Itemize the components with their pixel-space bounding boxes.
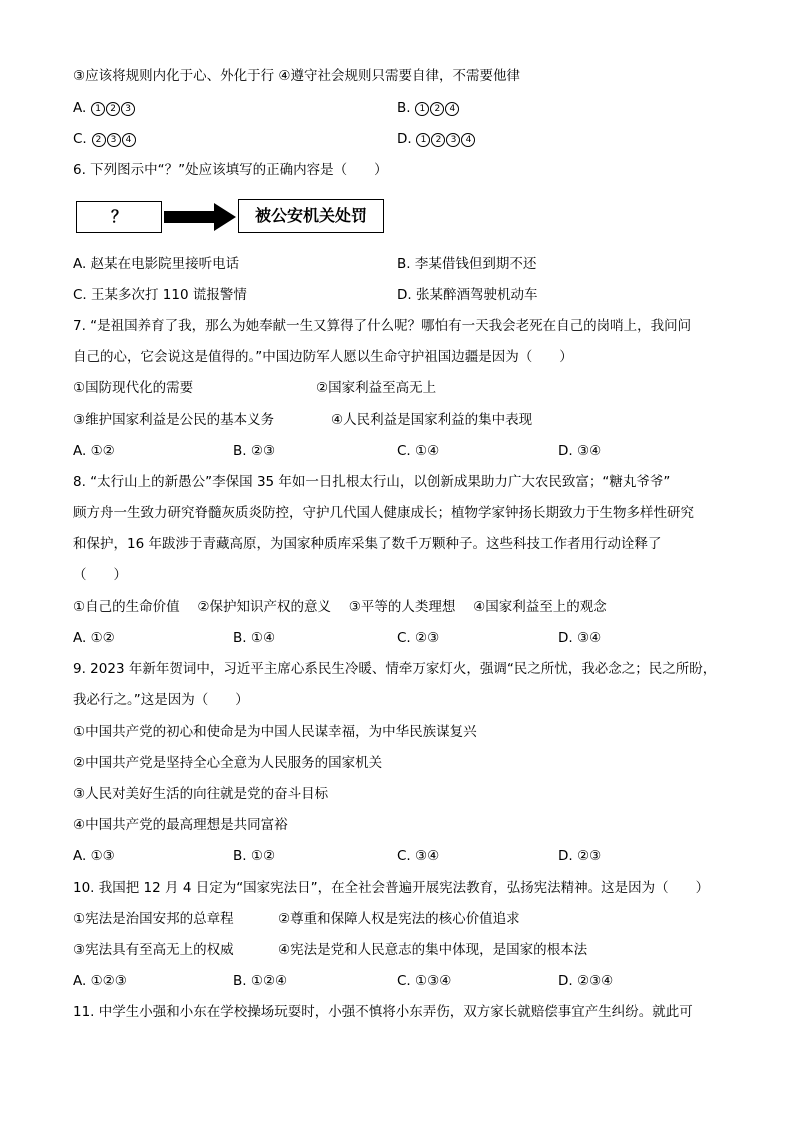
q6-stem: 6. 下列图示中“？”处应该填写的正确内容是（ ） [73, 162, 388, 178]
q6-option-c[interactable]: C. 王某多次打 110 谎报警情 [73, 287, 247, 303]
option-label: C. [73, 131, 92, 147]
q8-option-d[interactable]: D. ③④ [558, 630, 602, 646]
q9-stem-line-2: 我必行之。”这是因为（ ） [73, 692, 249, 708]
q10-stem: 10. 我国把 12 月 4 日定为“国家宪法日”，在全社会普遍开展宪法教育，弘扬宪法精神。这是因为（ ） [73, 880, 710, 896]
q5-option-d[interactable] [397, 130, 476, 148]
q9-option-a[interactable]: A. ①③ [73, 848, 115, 864]
circled-number: 1 [91, 102, 105, 116]
q8-option-c[interactable]: C. ②③ [397, 630, 440, 646]
circled-number: 2 [92, 133, 106, 147]
q7-option-b[interactable]: B. ②③ [233, 443, 276, 459]
q9-stem-line-1: 9. 2023 年新年贺词中，习近平主席心系民生冷暖、情牵万家灯火，强调“民之所忧，我必念之；民之所盼， [73, 661, 717, 677]
right-arrow-icon [164, 203, 238, 231]
option-label: B. [397, 100, 415, 116]
q7-statement-3: ③维护国家利益是公民的基本义务 [73, 412, 275, 428]
circled-number: 3 [107, 133, 121, 147]
q10-option-b[interactable]: B. ①②④ [233, 973, 288, 989]
q11-stem-line-1: 11. 中学生小强和小东在学校操场玩耍时，小强不慎将小东弄伤，双方家长就赔偿事宜产生纠纷。就此可 [73, 1004, 693, 1020]
circled-number: 2 [106, 102, 120, 116]
punished-by-police-box: 被公安机关处罚 [238, 199, 384, 233]
q8-stem-line-1: 8. “太行山上的新愚公”李保国 35 年如一日扎根太行山，以创新成果助力广大农民致富；“糖丸爷爷” [73, 474, 671, 490]
circled-number: 3 [121, 102, 135, 116]
q10-option-c[interactable]: C. ①③④ [397, 973, 452, 989]
q5-b-circles [415, 100, 460, 116]
option-label: D. [397, 131, 416, 147]
q7-stem-line-2: 自己的心，它会说这是值得的。”中国边防军人愿以生命守护祖国边疆是因为（ ） [73, 349, 573, 365]
q7-option-c[interactable]: C. ①④ [397, 443, 440, 459]
q9-statement-2: ②中国共产党是坚持全心全意为人民服务的国家机关 [73, 755, 383, 771]
option-label: A. [73, 100, 91, 116]
circled-number: 2 [431, 133, 445, 147]
circled-number: 1 [416, 133, 430, 147]
q10-option-d[interactable]: D. ②③④ [558, 973, 614, 989]
q8-stem-line-2: 顾方舟一生致力研究脊髓灰质炎防控，守护几代国人健康成长；植物学家钟扬长期致力于生物多样性研究 [73, 505, 694, 521]
q5-option-b[interactable] [397, 99, 460, 117]
q7-option-a[interactable]: A. ①② [73, 443, 115, 459]
q6-option-a[interactable]: A. 赵某在电影院里接听电话 [73, 256, 240, 272]
q5-option-a[interactable] [73, 99, 136, 117]
q8-option-b[interactable]: B. ①④ [233, 630, 276, 646]
circled-number: 4 [445, 102, 459, 116]
circled-number: 2 [430, 102, 444, 116]
q9-option-d[interactable]: D. ②③ [558, 848, 602, 864]
q10-option-a[interactable]: A. ①②③ [73, 973, 127, 989]
q10-statement-4: ④宪法是党和人民意志的集中体现，是国家的根本法 [278, 942, 588, 958]
q5-c-circles [91, 131, 136, 147]
q8-stem-line-3: 和保护，16 年跋涉于青藏高原，为国家种质库采集了数千万颗种子。这些科技工作者用行动诠释了 [73, 536, 662, 552]
circled-number: 4 [122, 133, 136, 147]
q9-statement-4: ④中国共产党的最高理想是共同富裕 [73, 817, 288, 833]
q5-a-circles [91, 100, 136, 116]
q6-flow-diagram [76, 199, 386, 235]
q8-option-a[interactable]: A. ①② [73, 630, 115, 646]
q5-option-c[interactable] [73, 130, 136, 148]
circled-number: 1 [415, 102, 429, 116]
q9-option-b[interactable]: B. ①② [233, 848, 276, 864]
q6-option-b[interactable]: B. 李某借钱但到期不还 [397, 256, 537, 272]
circled-number: 4 [461, 133, 475, 147]
q8-statements: ①自己的生命价值 ②保护知识产权的意义 ③平等的人类理想 ④国家利益至上的观念 [73, 599, 607, 615]
q8-stem-line-4: （ ） [73, 567, 127, 583]
q7-statement-1: ①国防现代化的需要 [73, 380, 194, 396]
q9-option-c[interactable]: C. ③④ [397, 848, 440, 864]
line-q5-statement-3-4: ③应该将规则内化于心、外化于行 ④遵守社会规则只需要自律，不需要他律 [73, 68, 520, 84]
q7-stem-line-1: 7. “是祖国养育了我，那么为她奉献一生又算得了什么呢？哪怕有一天我会老死在自己的岗哨上，我问问 [73, 318, 692, 334]
q9-statement-3: ③人民对美好生活的向往就是党的奋斗目标 [73, 786, 329, 802]
question-mark-box: ？ [76, 201, 162, 233]
q7-option-d[interactable]: D. ③④ [558, 443, 602, 459]
q7-statement-2: ②国家利益至高无上 [316, 380, 437, 396]
q6-option-d[interactable]: D. 张某醉酒驾驶机动车 [397, 287, 538, 303]
q10-statement-2: ②尊重和保障人权是宪法的核心价值追求 [278, 911, 520, 927]
circled-number: 3 [446, 133, 460, 147]
q7-statement-4: ④人民利益是国家利益的集中表现 [331, 412, 533, 428]
q5-d-circles [416, 131, 476, 147]
q9-statement-1: ①中国共产党的初心和使命是为中国人民谋幸福，为中华民族谋复兴 [73, 724, 477, 740]
q10-statement-3: ③宪法具有至高无上的权威 [73, 942, 234, 958]
q10-statement-1: ①宪法是治国安邦的总章程 [73, 911, 234, 927]
